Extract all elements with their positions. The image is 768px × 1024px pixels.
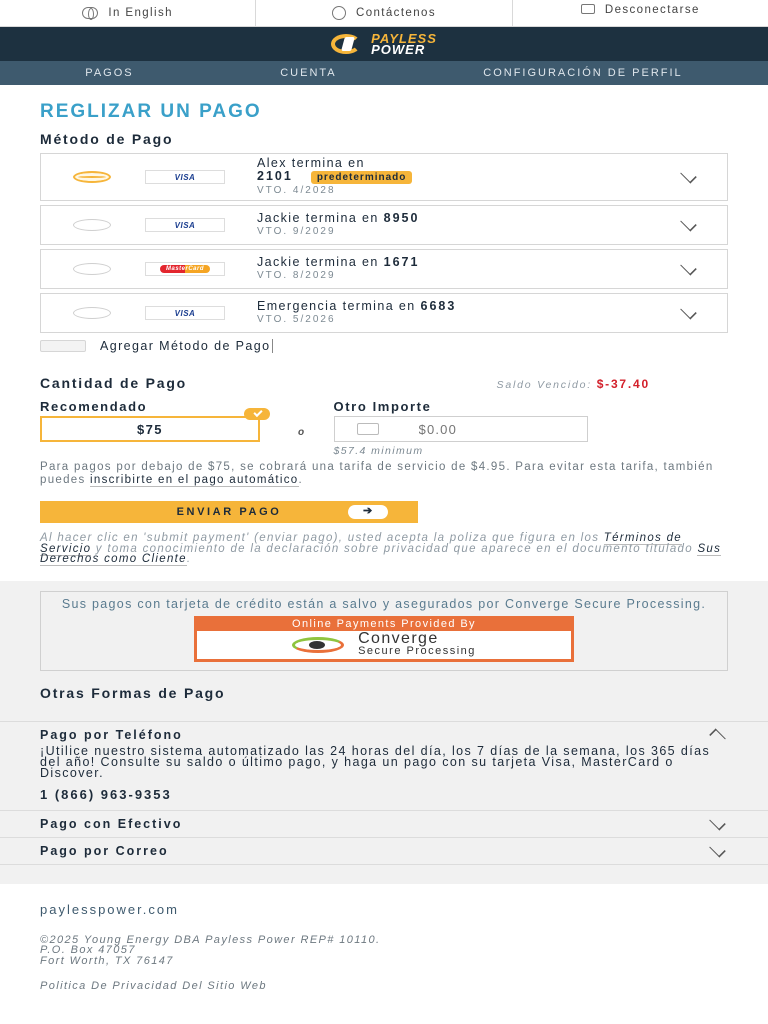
language-link[interactable] xyxy=(0,0,256,26)
radio-unselected-icon[interactable] xyxy=(73,263,111,275)
submit-payment-label: ENVIAR PAGO xyxy=(176,506,282,518)
payment-form xyxy=(0,101,768,565)
submit-payment-button[interactable] xyxy=(40,501,418,523)
balance-due: Saldo Vencido: $-37.40 xyxy=(496,377,650,391)
brand-line2: POWER xyxy=(371,42,426,57)
amount-options xyxy=(40,399,728,457)
amount-title: Cantidad de Pago xyxy=(40,375,188,391)
mastercard-icon: MasterCard xyxy=(145,262,225,276)
logout-icon xyxy=(581,4,595,14)
accordion-cash-payment[interactable] xyxy=(0,810,768,837)
radio-unselected-icon[interactable] xyxy=(73,219,111,231)
autopay-enroll-link[interactable]: inscribirte en el pago automático xyxy=(90,474,299,486)
card-last4: 6683 xyxy=(420,299,457,313)
visa-card-icon: VISA xyxy=(145,218,225,232)
visa-card-icon: VISA xyxy=(145,306,225,320)
payment-method-card-6683[interactable] xyxy=(40,293,728,333)
nav-payments[interactable]: PAGOS xyxy=(85,67,134,79)
nav-profile-settings[interactable]: CONFIGURACIÓN DE PERFIL xyxy=(483,67,683,79)
secure-notice-text: Sus pagos con tarjeta de crédito están a salvo y asegurados por Converge Secure Processing. xyxy=(61,596,707,611)
converge-badge-heading: Online Payments Provided By xyxy=(197,619,571,631)
terms-of-service-link[interactable]: Términos de Servicio xyxy=(40,532,682,555)
accordion-title[interactable]: Pago con Efectivo xyxy=(40,816,183,831)
chevron-down-icon[interactable] xyxy=(680,259,697,276)
converge-name: Converge xyxy=(358,629,439,647)
main-nav xyxy=(0,61,768,85)
add-payment-method-label: Agregar Método de Pago xyxy=(100,339,273,353)
radio-selected-icon[interactable] xyxy=(73,171,111,183)
default-badge: predeterminado xyxy=(311,171,413,184)
card-expiry: VTO. 8/2029 xyxy=(257,270,336,281)
other-payment-methods-accordion xyxy=(0,721,768,884)
card-last4: 8950 xyxy=(383,211,420,225)
other-amount-group xyxy=(334,399,588,457)
chevron-down-icon[interactable] xyxy=(680,215,697,232)
other-amount-field[interactable] xyxy=(334,416,588,442)
checkmark-icon xyxy=(244,408,270,420)
utility-bar xyxy=(0,0,768,27)
recommended-amount-group xyxy=(40,399,260,457)
wallet-icon xyxy=(357,423,379,435)
privacy-policy-link[interactable]: Politica De Privacidad Del Sitio Web xyxy=(40,980,267,992)
language-label: In English xyxy=(108,7,173,19)
radio-unselected-icon[interactable] xyxy=(73,307,111,319)
brand-line1: PAYLESS xyxy=(371,31,437,46)
add-payment-method-button[interactable] xyxy=(40,339,728,353)
card-holder: Jackie termina en xyxy=(257,255,379,269)
amount-header xyxy=(40,375,728,391)
footer-legal xyxy=(40,935,728,967)
visa-card-icon: VISA xyxy=(145,170,225,184)
payment-method-list xyxy=(40,153,728,333)
customer-rights-link[interactable]: Sus Derechos como Cliente xyxy=(40,542,722,565)
other-payment-methods-title: Otras Formas de Pago xyxy=(40,684,226,701)
accordion-mail-payment[interactable] xyxy=(0,837,768,864)
card-expiry: VTO. 9/2029 xyxy=(257,226,336,237)
accordion-phone-payment[interactable] xyxy=(0,721,768,810)
other-amount-input[interactable] xyxy=(419,422,519,437)
payment-method-title: Método de Pago xyxy=(40,131,174,147)
converge-subtitle: Secure Processing xyxy=(358,644,476,657)
logout-label: Desconectarse xyxy=(604,4,700,16)
phone-icon xyxy=(332,6,346,20)
credit-card-add-icon xyxy=(40,340,86,352)
card-holder: Alex termina en xyxy=(257,156,365,170)
or-separator: o xyxy=(298,427,306,438)
phone-number[interactable]: 1 (866) 963-9353 xyxy=(40,786,172,802)
other-amount-label: Otro Importe xyxy=(333,399,432,414)
converge-logo-icon xyxy=(292,637,344,653)
footer xyxy=(0,884,768,993)
accordion-title[interactable]: Pago por Correo xyxy=(40,843,169,858)
converge-badge xyxy=(194,616,574,662)
card-last4: 2101 xyxy=(257,169,293,183)
brand-header xyxy=(0,27,768,61)
nav-account[interactable]: CUENTA xyxy=(280,67,337,79)
payment-method-card-1671[interactable] xyxy=(40,249,728,289)
card-expiry: VTO. 4/2028 xyxy=(257,185,336,196)
logout-link[interactable] xyxy=(513,0,768,26)
service-fee-note: Para pagos por debajo de $75, se cobrará una tarifa de servicio de $4.95. Para evitar esta tarifa, también puedes inscribirte en el pago automático. xyxy=(40,461,714,486)
minimum-amount-note: $57.4 minimum xyxy=(333,445,424,457)
contact-link[interactable] xyxy=(256,0,512,26)
phone-payment-description: ¡Utilice nuestro sistema automatizado las 24 horas del día, los 7 días de la semana, los 365 días del año! Consulte su saldo o último pago, y haga un pago con su tarjeta Visa, MasterCard o Discover. xyxy=(40,743,711,780)
address-line2: Fort Worth, TX 76147 xyxy=(40,954,174,967)
brand-logo-text[interactable] xyxy=(371,33,437,55)
payment-method-card-8950[interactable] xyxy=(40,205,728,245)
chevron-down-icon[interactable] xyxy=(680,303,697,320)
footer-site-link[interactable]: paylesspower.com xyxy=(40,901,179,917)
arrow-right-icon xyxy=(348,505,388,519)
card-holder: Emergencia termina en xyxy=(257,299,416,313)
accordion-title[interactable]: Pago por Teléfono xyxy=(40,727,183,742)
card-holder: Jackie termina en xyxy=(257,211,379,225)
secure-payments-section xyxy=(0,581,768,721)
copyright-line: ©2025 Young Energy DBA Payless Power REP# 10110. xyxy=(40,933,381,946)
balance-value: $-37.40 xyxy=(596,377,650,391)
terms-notice: Al hacer clic en 'submit payment' (enviar pago), usted acepta la poliza que figura en los Términos de Servicio y toma conocimiento de la declaración sobre privacidad que aparece en el documento titulado Sus Derechos como Cliente. xyxy=(40,532,722,565)
payless-logo-icon[interactable] xyxy=(331,32,365,56)
contact-label: Contáctenos xyxy=(356,7,436,19)
page-title: REGLIZAR UN PAGO xyxy=(40,101,262,122)
globe-icon xyxy=(82,7,98,19)
recommended-amount-option[interactable] xyxy=(40,416,260,442)
recommended-amount-value: $75 xyxy=(137,421,163,437)
payment-method-card-2101[interactable] xyxy=(40,153,728,201)
card-expiry: VTO. 5/2026 xyxy=(257,314,336,325)
secure-notice-box xyxy=(40,591,728,671)
card-last4: 1671 xyxy=(383,255,420,269)
chevron-down-icon[interactable] xyxy=(680,167,697,184)
recommended-label: Recomendado xyxy=(40,399,148,414)
address-line1: P.O. Box 47057 xyxy=(40,944,136,956)
